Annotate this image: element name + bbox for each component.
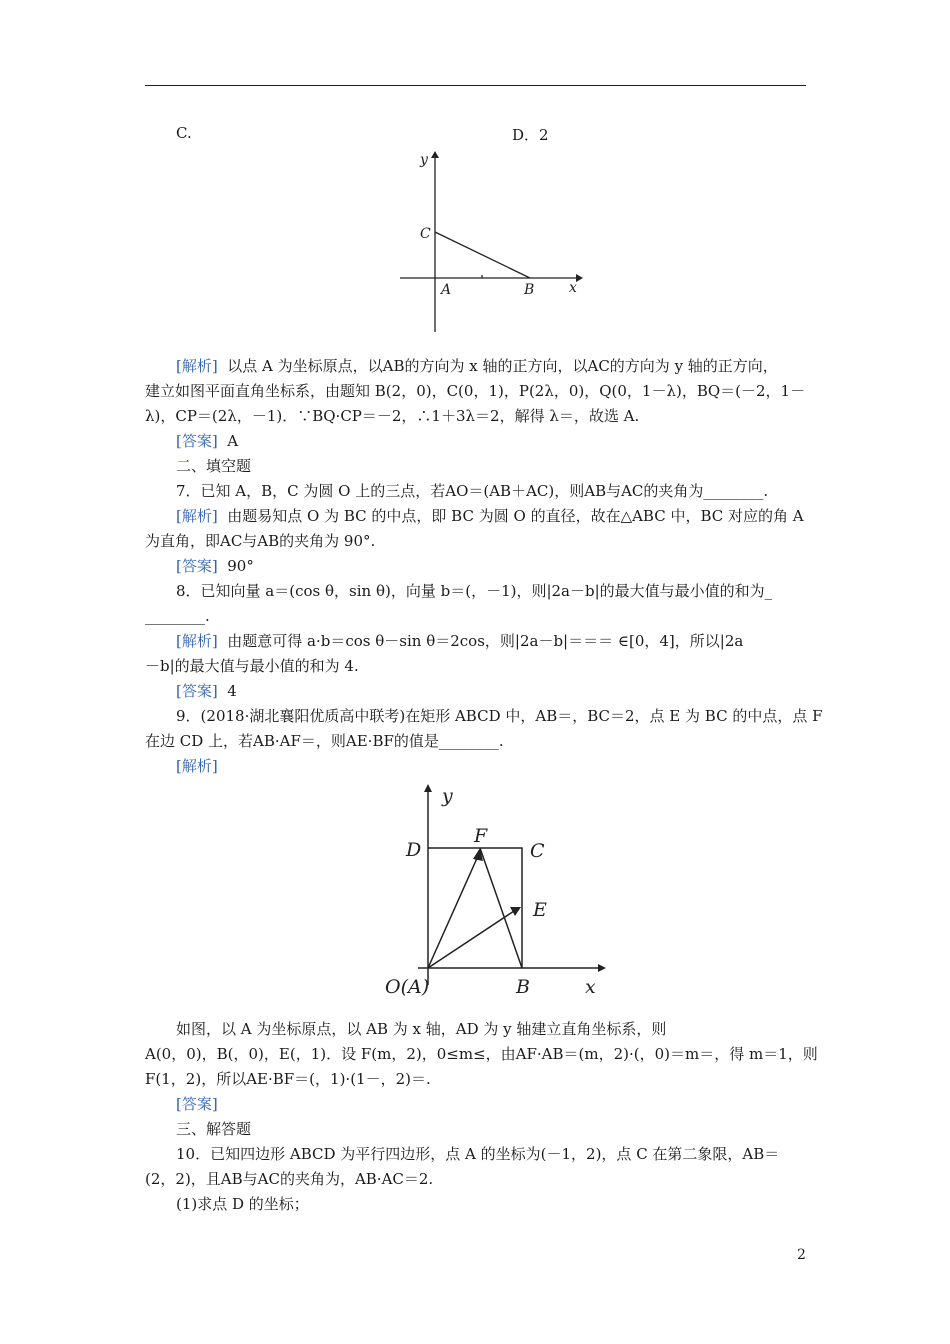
fig2-label-b: B: [516, 976, 530, 998]
q9-solution-line3: F(1，2)，所以AE·BF＝(，1)·(1－，2)＝.: [145, 1070, 431, 1088]
q8-stem-line1: 8．已知向量 a＝(cos θ，sin θ)，向量 b＝(，－1)，则|2a－b|的最大值与最小值的和为_: [176, 582, 773, 600]
fig2-label-o: O(A): [385, 976, 430, 998]
fig2-arrowhead-e: [510, 907, 521, 916]
q9-answer: [答案]: [176, 1095, 218, 1113]
q8-answer: [答案] 4: [176, 682, 237, 700]
fig2-label-y: y: [442, 785, 453, 807]
fig1-segment-cb: [435, 232, 530, 278]
q10-stem-line1: 10．已知四边形 ABCD 为平行四边形，点 A 的坐标为(－1，2)，点 C 在第二象限，AB＝: [176, 1145, 780, 1163]
header-rule: [145, 85, 806, 86]
fig2-rectangle: [428, 848, 522, 968]
q9-solution-line2: A(0，0)，B(，0)，E(，1)．设 F(m，2)，0≤m≤，由AF·AB＝(m，2)·(，0)＝m＝，得 m＝1，则: [145, 1045, 818, 1063]
fig1-label-b: B: [524, 282, 535, 298]
option-d: D．2: [512, 126, 549, 144]
fig2-arrowhead-f: [473, 848, 483, 861]
fig1-label-y: y: [420, 152, 428, 168]
fig2-label-e: E: [533, 899, 547, 921]
q7-analysis-line1: [解析] 由题易知点 O 为 BC 的中点，即 BC 为圆 O 的直径，故在△ABC 中，BC 对应的角 A: [176, 507, 804, 525]
fig2-y-arrow: [424, 784, 432, 792]
q9-solution-line1: 如图，以 A 为坐标原点，以 AB 为 x 轴，AD 为 y 轴建立直角坐标系，则: [176, 1020, 667, 1038]
section-fill-in: 二、填空题: [176, 457, 252, 475]
q6-analysis-line3: λ)，CP＝(2λ，－1)．∵BQ·CP＝－2，∴1＋3λ＝2，解得 λ＝，故选 A.: [145, 407, 640, 425]
q6-analysis-line2: 建立如图平面直角坐标系，由题知 B(2，0)，C(0，1)，P(2λ，0)，Q(0，1－λ)，BQ＝(－2，1－: [145, 382, 806, 400]
fig1-label-a: A: [441, 282, 452, 298]
fig1-x-arrow: [576, 274, 583, 282]
fig2-label-d: D: [406, 839, 422, 861]
q7-analysis-line2: 为直角，即AC与AB的夹角为 90°.: [145, 532, 376, 550]
q8-analysis-line2: －b|的最大值与最小值的和为 4.: [145, 657, 359, 675]
fig2-label-x: x: [585, 976, 596, 998]
page-number: 2: [797, 1247, 806, 1263]
fig1-label-c: C: [420, 226, 431, 242]
q9-stem-line2: 在边 CD 上，若AB·AF＝，则AE·BF的值是________.: [145, 732, 504, 750]
figure-1-coordinate: [390, 150, 590, 340]
fig2-label-f: F: [474, 825, 488, 847]
q7-stem: 7．已知 A，B，C 为圆 O 上的三点，若AO＝(AB＋AC)，则AB与AC的夹角为________.: [176, 482, 769, 500]
q7-answer: [答案] 90°: [176, 557, 254, 575]
option-c: C.: [176, 124, 192, 142]
q9-analysis-tag: [解析]: [176, 757, 218, 775]
fig2-label-c: C: [530, 840, 545, 862]
q8-stem-line2: ________.: [145, 607, 210, 625]
fig2-x-arrow: [598, 964, 606, 972]
q9-stem-line1: 9．(2018·湖北襄阳优质高中联考)在矩形 ABCD 中，AB＝，BC＝2，点 E 为 BC 的中点，点 F: [176, 707, 823, 725]
q10-stem-line2: (2，2)，且AB与AC的夹角为，AB·AC＝2.: [145, 1170, 434, 1188]
section-solve: 三、解答题: [176, 1120, 252, 1138]
q6-analysis-tag: [解析]: [176, 357, 218, 375]
figure-2-rectangle: [380, 780, 620, 1005]
q8-analysis-line1: [解析] 由题意可得 a·b＝cos θ－sin θ＝2cos，则|2a－b|＝＝＝ ∈[0，4]，所以|2a: [176, 632, 744, 650]
q10-part1: (1)求点 D 的坐标；: [176, 1195, 309, 1213]
fig1-y-arrow: [431, 151, 439, 158]
fig1-label-x: x: [569, 280, 577, 296]
q6-answer: [答案] A: [176, 432, 239, 450]
q6-analysis-line1: [解析] 以点 A 为坐标原点，以AB的方向为 x 轴的正方向，以AC的方向为 y 轴的正方向，: [176, 357, 778, 375]
